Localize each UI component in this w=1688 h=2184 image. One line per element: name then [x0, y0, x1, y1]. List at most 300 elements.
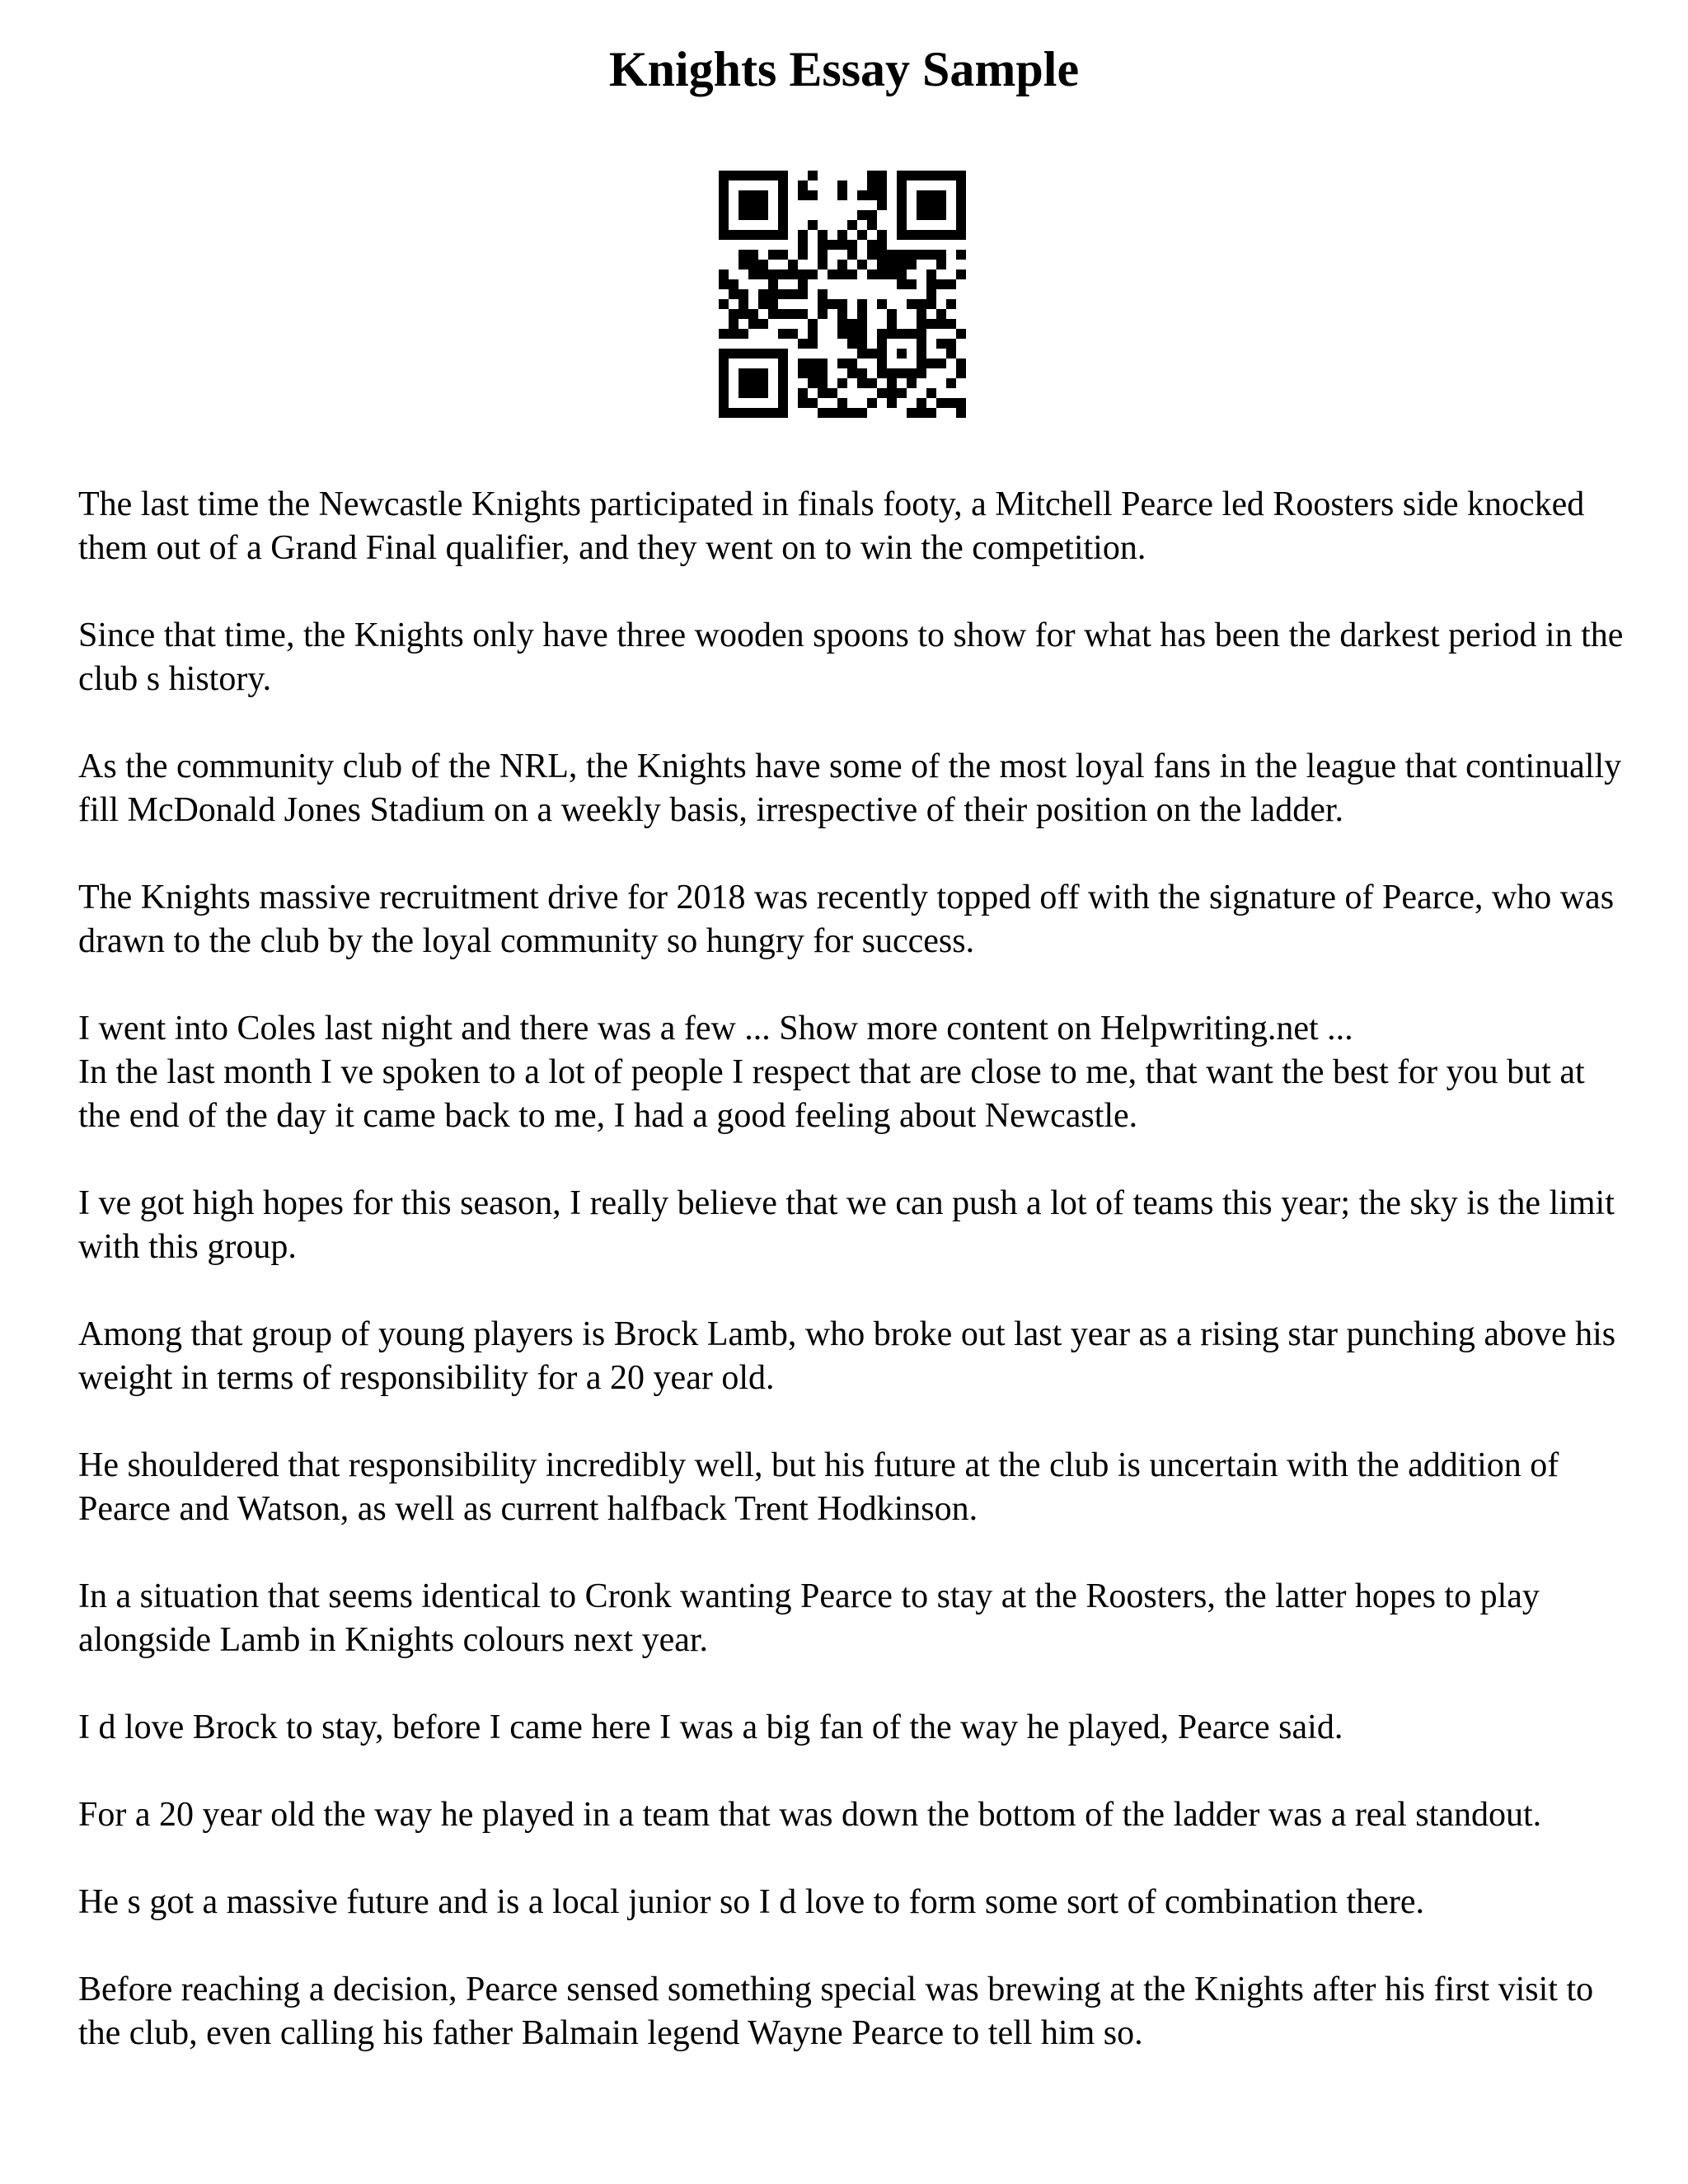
qr-module — [907, 279, 917, 289]
qr-module — [778, 190, 788, 200]
qr-module — [748, 260, 758, 269]
qr-module — [877, 171, 887, 180]
qr-module — [917, 299, 926, 309]
qr-module — [956, 210, 966, 220]
paragraph-7: Among that group of young players is Brock Lamb, who broke out last year as a rising star punching above his weight in terms of responsibility for a 20 year old. — [78, 1315, 1616, 1397]
qr-module — [877, 240, 887, 250]
qr-module — [907, 250, 917, 260]
qr-module — [778, 210, 788, 220]
qr-module — [788, 260, 798, 269]
qr-module — [926, 190, 936, 200]
qr-module — [798, 309, 808, 319]
qr-module — [828, 408, 837, 418]
qr-module — [808, 269, 818, 279]
qr-module — [917, 309, 926, 319]
qr-module — [798, 388, 808, 398]
qr-module — [926, 171, 936, 180]
qr-module — [778, 230, 788, 240]
qr-module — [738, 388, 748, 398]
qr-module — [719, 398, 729, 408]
qr-module — [887, 269, 897, 279]
qr-module — [818, 359, 828, 368]
qr-module — [758, 319, 768, 329]
qr-module — [867, 180, 877, 190]
qr-module — [719, 279, 729, 289]
qr-module — [748, 319, 758, 329]
qr-module — [719, 349, 729, 359]
qr-module — [867, 240, 877, 250]
qr-module — [788, 269, 798, 279]
qr-module — [778, 180, 788, 190]
qr-module — [936, 210, 946, 220]
paragraph-5: I went into Coles last night and there was a few ... Show more content on Helpwriting.net ... In the last month I ve spoken to a lot of people I respect that are close to me, that want the best for you but at the end of the day it came back to me, I had a good feeling about Newcastle. — [78, 1010, 1585, 1135]
qr-module — [818, 260, 828, 269]
qr-module — [956, 250, 966, 260]
qr-module — [887, 319, 897, 329]
qr-module — [778, 378, 788, 388]
qr-module — [877, 230, 887, 240]
qr-module — [778, 349, 788, 359]
qr-module — [857, 339, 867, 349]
qr-module — [946, 398, 956, 408]
qr-module — [719, 190, 729, 200]
qr-module — [758, 269, 768, 279]
qr-module — [877, 359, 887, 368]
qr-module — [946, 339, 956, 349]
qr-module — [926, 289, 936, 299]
qr-module — [758, 349, 768, 359]
qr-module — [758, 368, 768, 378]
qr-module — [798, 368, 808, 378]
qr-module — [798, 359, 808, 368]
qr-module — [867, 210, 877, 220]
qr-module — [887, 368, 897, 378]
qr-module — [808, 319, 818, 329]
qr-module — [857, 230, 867, 240]
qr-module — [738, 250, 748, 260]
qr-module — [847, 408, 857, 418]
qr-code-graphic — [719, 171, 966, 418]
qr-module — [936, 309, 946, 319]
qr-module — [828, 299, 837, 309]
qr-module — [926, 408, 936, 418]
qr-module — [837, 299, 847, 309]
qr-module — [926, 230, 936, 240]
qr-module — [818, 378, 828, 388]
qr-module — [758, 388, 768, 398]
qr-module — [719, 408, 729, 418]
qr-module — [768, 230, 778, 240]
qr-module — [719, 220, 729, 230]
qr-module — [877, 200, 887, 210]
qr-module — [837, 309, 847, 319]
qr-module — [877, 368, 887, 378]
qr-module — [956, 408, 966, 418]
qr-module — [926, 250, 936, 260]
qr-module — [917, 349, 926, 359]
qr-module — [887, 378, 897, 388]
qr-module — [877, 349, 887, 359]
qr-module — [748, 200, 758, 210]
qr-module — [768, 269, 778, 279]
qr-module — [798, 180, 808, 190]
qr-module — [758, 200, 768, 210]
qr-module — [877, 250, 887, 260]
qr-module — [808, 398, 818, 408]
qr-module — [828, 388, 837, 398]
qr-module — [719, 378, 729, 388]
qr-module — [758, 378, 768, 388]
paragraph-13: Before reaching a decision, Pearce sensed something special was brewing at the Knights after his first visit to the club, even calling his father Balmain legend Wayne Pearce to tell him so. — [78, 1971, 1594, 2052]
qr-module — [857, 408, 867, 418]
qr-module — [936, 171, 946, 180]
paragraph-3: As the community club of the NRL, the Knights have some of the most loyal fans in the league that continually fill McDonald Jones Stadium on a weekly basis, irrespective of their position on the ladder. — [78, 748, 1622, 829]
qr-module — [738, 289, 748, 299]
qr-module — [887, 309, 897, 319]
qr-module — [818, 309, 828, 319]
qr-module — [738, 329, 748, 339]
qr-module — [926, 279, 936, 289]
qr-module — [897, 171, 907, 180]
qr-module — [847, 319, 857, 329]
qr-module — [926, 210, 936, 220]
qr-module — [719, 171, 729, 180]
qr-module — [847, 329, 857, 339]
qr-module — [778, 269, 788, 279]
qr-module — [719, 180, 729, 190]
qr-module — [956, 200, 966, 210]
qr-module — [867, 171, 877, 180]
qr-module — [729, 329, 738, 339]
qr-module — [738, 190, 748, 200]
qr-module — [847, 269, 857, 279]
qr-module — [956, 329, 966, 339]
qr-module — [748, 269, 758, 279]
qr-module — [946, 171, 956, 180]
qr-module — [768, 349, 778, 359]
qr-module — [847, 250, 857, 260]
paragraph-9: In a situation that seems identical to Cronk wanting Pearce to stay at the Roosters, the latter hopes to play alongside Lamb in Knights colours next year. — [78, 1577, 1540, 1659]
qr-module — [946, 299, 956, 309]
qr-module — [857, 349, 867, 359]
qr-module — [768, 299, 778, 309]
qr-module — [738, 368, 748, 378]
qr-module — [808, 329, 818, 339]
qr-module — [857, 329, 867, 339]
qr-module — [758, 171, 768, 180]
qr-module — [887, 329, 897, 339]
qr-module — [719, 368, 729, 378]
qr-module — [897, 190, 907, 200]
qr-module — [956, 368, 966, 378]
qr-module — [917, 230, 926, 240]
qr-module — [857, 260, 867, 269]
qr-module — [956, 230, 966, 240]
qr-module — [778, 359, 788, 368]
qr-module — [867, 349, 877, 359]
qr-module — [729, 319, 738, 329]
qr-module — [837, 408, 847, 418]
qr-module — [768, 408, 778, 418]
qr-module — [818, 250, 828, 260]
qr-module — [907, 329, 917, 339]
qr-module — [857, 309, 867, 319]
qr-module — [917, 408, 926, 418]
qr-module — [877, 329, 887, 339]
qr-module — [729, 279, 738, 289]
qr-module — [719, 269, 729, 279]
qr-module — [818, 368, 828, 378]
qr-module — [936, 279, 946, 289]
qr-module — [946, 349, 956, 359]
qr-module — [897, 260, 907, 269]
qr-module — [917, 190, 926, 200]
qr-module — [936, 359, 946, 368]
qr-module — [748, 408, 758, 418]
qr-module — [837, 329, 847, 339]
qr-module — [778, 408, 788, 418]
paragraph-11: For a 20 year old the way he played in a team that was down the bottom of the ladder was a real standout. — [78, 1796, 1542, 1834]
qr-module — [837, 240, 847, 250]
qr-module — [738, 210, 748, 220]
qr-module — [946, 319, 956, 329]
qr-module — [867, 398, 877, 408]
qr-module — [877, 260, 887, 269]
qr-module — [837, 269, 847, 279]
qr-module — [768, 279, 778, 289]
qr-module — [818, 240, 828, 250]
qr-module — [956, 269, 966, 279]
qr-module — [877, 269, 887, 279]
qr-module — [748, 309, 758, 319]
qr-module — [867, 250, 877, 260]
qr-module — [798, 269, 808, 279]
qr-module — [818, 299, 828, 309]
qr-module — [887, 398, 897, 408]
qr-module — [897, 349, 907, 359]
qr-module — [877, 388, 887, 398]
qr-module — [719, 200, 729, 210]
qr-module — [956, 220, 966, 230]
qr-module — [719, 299, 729, 309]
qr-module — [738, 200, 748, 210]
qr-module — [738, 299, 748, 309]
qr-module — [847, 359, 857, 368]
qr-module — [847, 339, 857, 349]
qr-module — [788, 309, 798, 319]
qr-module — [748, 388, 758, 398]
qr-module — [818, 388, 828, 398]
qr-module — [798, 190, 808, 200]
qr-module — [877, 299, 887, 309]
qr-module — [847, 368, 857, 378]
qr-module — [837, 180, 847, 190]
qr-module — [798, 250, 808, 260]
qr-module — [857, 299, 867, 309]
qr-module — [738, 309, 748, 319]
qr-module — [917, 398, 926, 408]
qr-module — [748, 250, 758, 260]
qr-module — [917, 339, 926, 349]
qr-module — [768, 171, 778, 180]
qr-module — [946, 378, 956, 388]
qr-module — [808, 171, 818, 180]
paragraph-4: The Knights massive recruitment drive for 2018 was recently topped off with the signature of Pearce, who was drawn to the club by the loyal community so hungry for success. — [78, 879, 1615, 960]
qr-module — [808, 190, 818, 200]
qr-module — [887, 250, 897, 260]
qr-module — [798, 289, 808, 299]
qr-module — [738, 378, 748, 388]
qr-module — [897, 279, 907, 289]
qr-module — [926, 269, 936, 279]
paragraph-6: I ve got high hopes for this season, I really believe that we can push a lot of teams this year; the sky is the limit with this group. — [78, 1184, 1615, 1266]
qr-module — [897, 329, 907, 339]
qr-module — [897, 180, 907, 190]
qr-module — [847, 240, 857, 250]
qr-module — [897, 220, 907, 230]
paragraph-12: He s got a massive future and is a local junior so I d love to form some sort of combination there. — [78, 1883, 1424, 1921]
qr-module — [729, 289, 738, 299]
qr-module — [907, 378, 917, 388]
qr-module — [887, 260, 897, 269]
qr-module — [917, 319, 926, 329]
qr-module — [798, 240, 808, 250]
qr-module — [926, 200, 936, 210]
qr-module — [837, 378, 847, 388]
qr-module — [738, 171, 748, 180]
qr-module — [857, 319, 867, 329]
qr-module — [867, 190, 877, 200]
qr-module — [788, 289, 798, 299]
qr-module — [808, 220, 818, 230]
qr-module — [897, 210, 907, 220]
qr-module — [956, 359, 966, 368]
qr-module — [758, 210, 768, 220]
qr-module — [907, 230, 917, 240]
qr-module — [778, 200, 788, 210]
qr-module — [808, 339, 818, 349]
qr-module — [758, 299, 768, 309]
qr-module — [778, 250, 788, 260]
paragraph-1: The last time the Newcastle Knights participated in finals footy, a Mitchell Pearce led Roosters side knocked them out of a Grand Final qualifier, and they went on to win the competition. — [78, 485, 1585, 567]
qr-module — [857, 190, 867, 200]
qr-module — [877, 190, 887, 200]
qr-module — [729, 349, 738, 359]
qr-module — [926, 319, 936, 329]
qr-module — [778, 309, 788, 319]
qr-module — [897, 368, 907, 378]
qr-module — [758, 230, 768, 240]
qr-module — [907, 260, 917, 269]
qr-module — [917, 368, 926, 378]
qr-module — [719, 230, 729, 240]
qr-module — [758, 289, 768, 299]
qr-module — [738, 230, 748, 240]
qr-module — [729, 408, 738, 418]
qr-module — [719, 359, 729, 368]
qr-module — [956, 171, 966, 180]
qr-module — [907, 408, 917, 418]
qr-module — [828, 240, 837, 250]
qr-module — [719, 210, 729, 220]
qr-module — [808, 368, 818, 378]
page-title: Knights Essay Sample — [608, 42, 1080, 96]
qr-module — [847, 220, 857, 230]
qr-module — [936, 230, 946, 240]
qr-module — [917, 250, 926, 260]
qr-module — [798, 279, 808, 289]
qr-module — [738, 260, 748, 269]
qr-module — [748, 378, 758, 388]
qr-module — [917, 329, 926, 339]
qr-module — [936, 190, 946, 200]
qr-module — [897, 269, 907, 279]
qr-module — [808, 359, 818, 368]
qr-module — [946, 230, 956, 240]
qr-module — [936, 319, 946, 329]
qr-module — [837, 319, 847, 329]
qr-module — [738, 408, 748, 418]
qr-module — [778, 289, 788, 299]
qr-module — [956, 398, 966, 408]
qr-module — [738, 349, 748, 359]
qr-module — [926, 299, 936, 309]
qr-module — [818, 289, 828, 299]
qr-module — [837, 398, 847, 408]
qr-module — [956, 180, 966, 190]
qr-module — [828, 269, 837, 279]
qr-code-icon — [719, 171, 966, 418]
qr-module — [719, 329, 729, 339]
qr-module — [897, 230, 907, 240]
qr-module — [778, 329, 788, 339]
qr-module — [936, 250, 946, 260]
paragraph-8: He shouldered that responsibility incredibly well, but his future at the club is uncertain with the addition of Pearce and Watson, as well as current halfback Trent Hodkinson. — [78, 1446, 1559, 1528]
qr-module — [798, 398, 808, 408]
qr-module — [867, 220, 877, 230]
qr-module — [748, 349, 758, 359]
qr-module — [857, 378, 867, 388]
qr-module — [867, 378, 877, 388]
qr-module — [926, 359, 936, 368]
qr-module — [887, 388, 897, 398]
qr-module — [936, 398, 946, 408]
qr-module — [748, 190, 758, 200]
qr-module — [877, 339, 887, 349]
qr-module — [758, 408, 768, 418]
qr-module — [956, 190, 966, 200]
qr-module — [818, 408, 828, 418]
qr-module — [837, 260, 847, 269]
qr-module — [867, 269, 877, 279]
essay-body — [78, 483, 1628, 2055]
qr-module — [917, 210, 926, 220]
qr-module — [897, 250, 907, 260]
qr-module — [778, 368, 788, 378]
qr-module — [748, 368, 758, 378]
qr-module — [837, 230, 847, 240]
qr-module — [808, 378, 818, 388]
paragraph-2: Since that time, the Knights only have three wooden spoons to show for what has been the darkest period in the club s history. — [78, 616, 1624, 698]
qr-module — [758, 190, 768, 200]
qr-module — [946, 279, 956, 289]
qr-module — [729, 230, 738, 240]
qr-module — [778, 398, 788, 408]
qr-module — [748, 210, 758, 220]
qr-module — [907, 368, 917, 378]
qr-module — [778, 171, 788, 180]
qr-module — [758, 260, 768, 269]
